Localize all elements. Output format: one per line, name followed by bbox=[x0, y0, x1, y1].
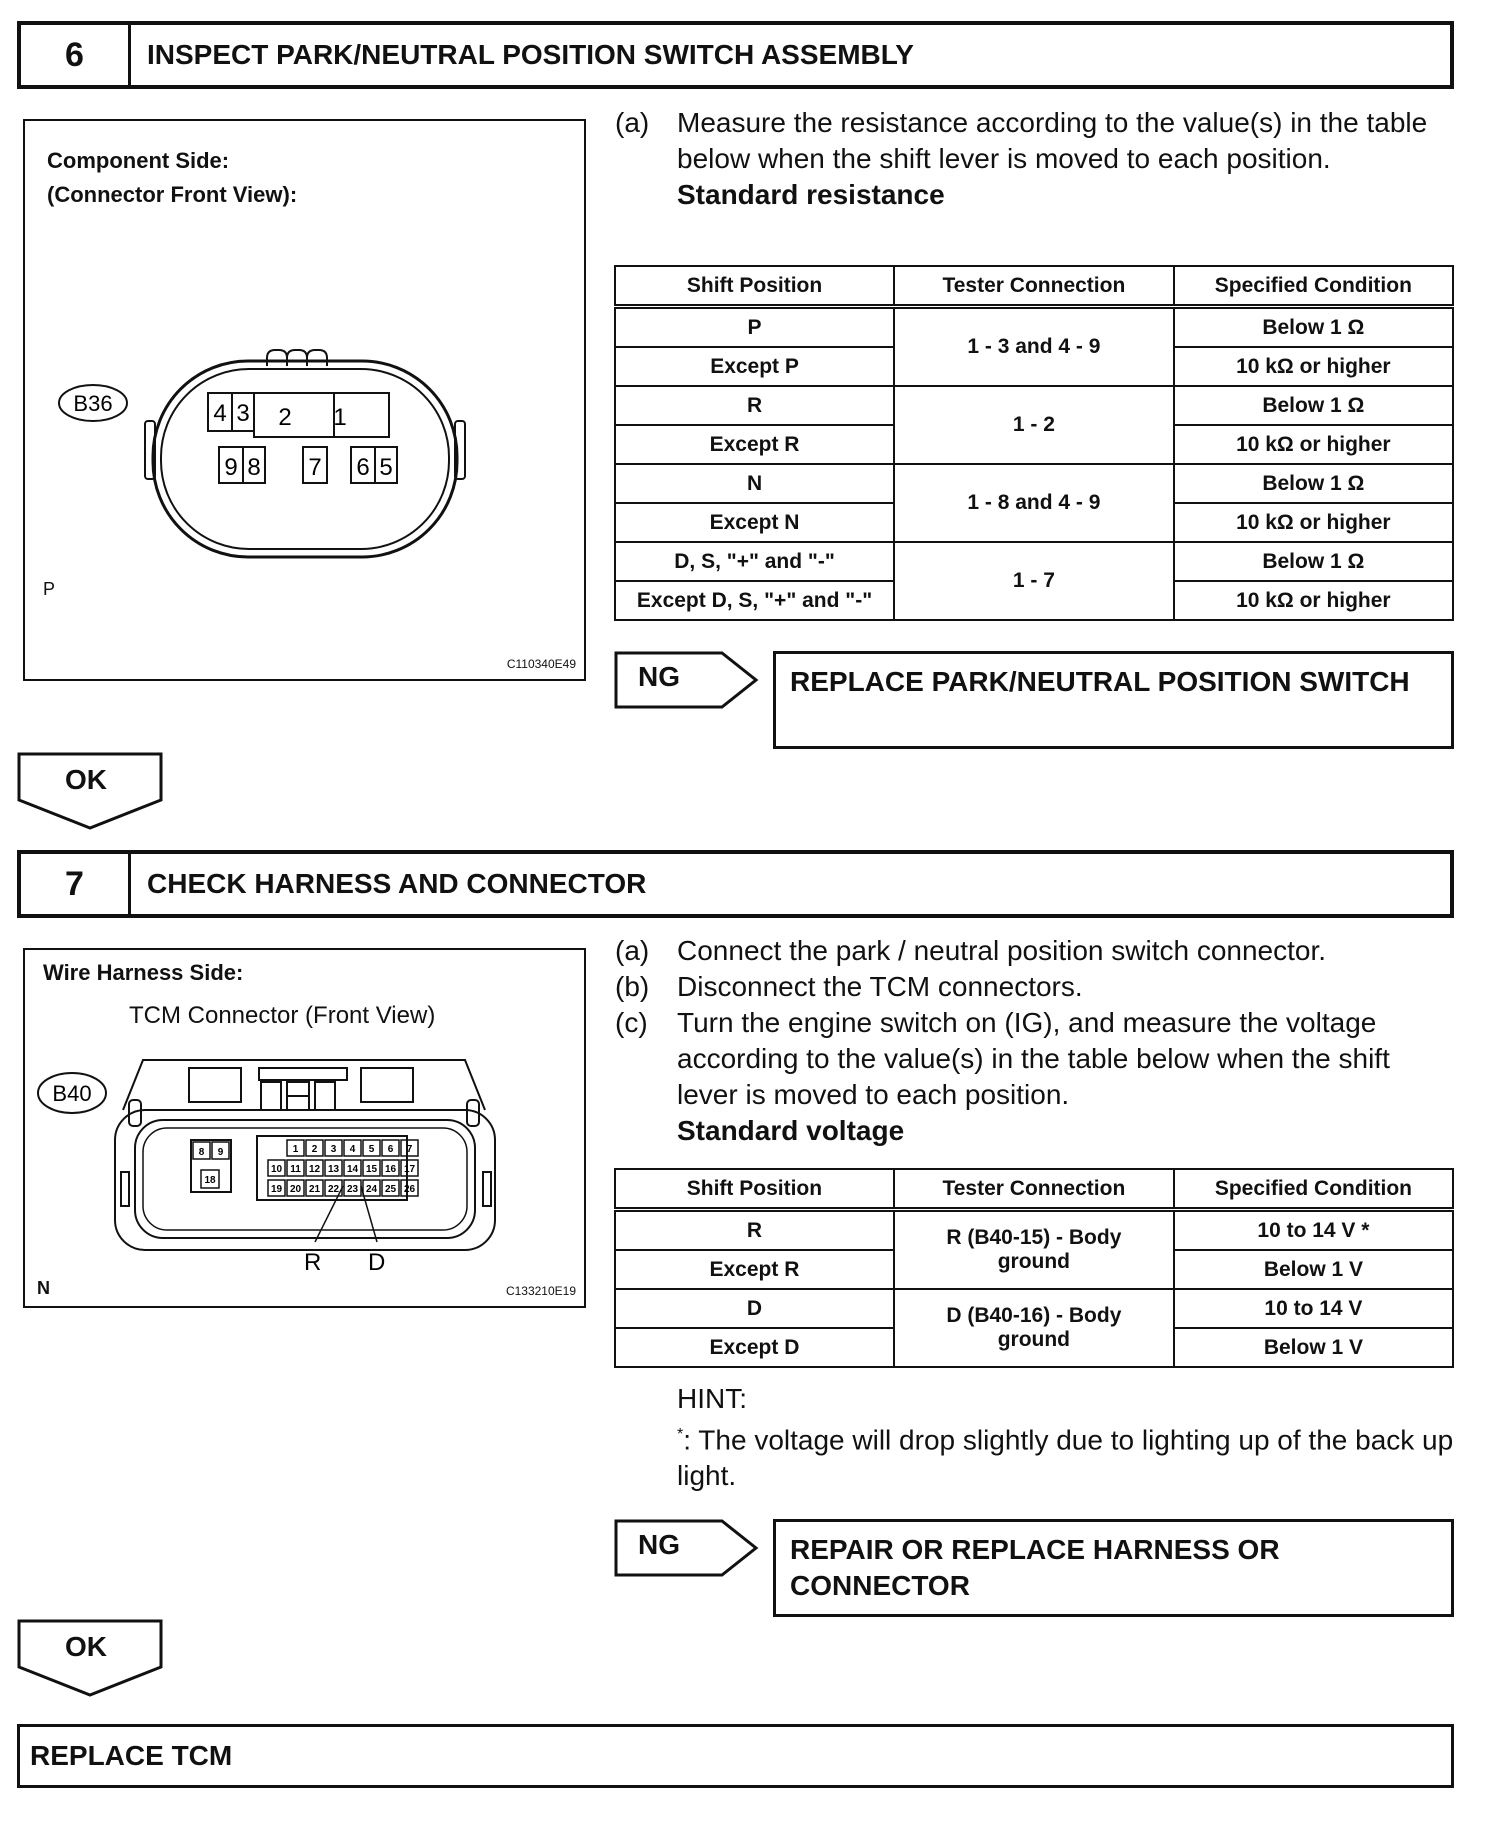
ok-branch-arrow bbox=[17, 752, 165, 832]
voltage-table bbox=[614, 1168, 1454, 1368]
condition-cell: Below 1 Ω bbox=[1174, 542, 1453, 581]
pin-number: 20 bbox=[289, 1184, 302, 1195]
ng-label: NG bbox=[638, 661, 680, 692]
column-header: Specified Condition bbox=[1174, 266, 1453, 307]
pin-number: 5 bbox=[368, 1144, 375, 1155]
pin-number: 10 bbox=[270, 1164, 283, 1175]
condition-cell: 10 to 14 V * bbox=[1174, 1210, 1453, 1251]
figure-sublabel: (Connector Front View): bbox=[47, 182, 298, 207]
pin-number: 13 bbox=[327, 1164, 340, 1175]
shift-position-cell: Except N bbox=[615, 503, 894, 542]
condition-cell: 10 kΩ or higher bbox=[1174, 581, 1453, 620]
shift-position-cell: Except R bbox=[615, 425, 894, 464]
svg-text:3: 3 bbox=[236, 400, 250, 427]
condition-cell: Below 1 Ω bbox=[1174, 386, 1453, 425]
ng-action-box: REPLACE PARK/NEUTRAL POSITION SWITCH bbox=[773, 651, 1454, 749]
column-header: Tester Connection bbox=[894, 266, 1174, 307]
pin-number: 6 bbox=[387, 1144, 394, 1155]
pin-number: 2 bbox=[311, 1144, 318, 1155]
shift-position-cell: D, S, "+" and "-" bbox=[615, 542, 894, 581]
connector-id: B40 bbox=[52, 1081, 92, 1106]
pin-number: 15 bbox=[365, 1164, 378, 1175]
table-row bbox=[615, 464, 1453, 503]
table-header-row bbox=[615, 266, 1453, 307]
svg-text:9: 9 bbox=[224, 454, 238, 481]
ok-label: OK bbox=[65, 764, 107, 795]
pin-number: 22 bbox=[327, 1184, 340, 1195]
figure-sublabel: TCM Connector (Front View) bbox=[129, 1002, 436, 1029]
svg-text:7: 7 bbox=[308, 454, 322, 481]
table-row bbox=[615, 542, 1453, 581]
instruction-label: (b) bbox=[615, 971, 650, 1002]
tester-connection-cell: D (B40-16) - Body ground bbox=[894, 1289, 1174, 1367]
condition-cell: Below 1 Ω bbox=[1174, 307, 1453, 348]
table-header-row bbox=[615, 1169, 1453, 1210]
ok-label: OK bbox=[65, 1631, 107, 1662]
column-header: Shift Position bbox=[615, 1169, 894, 1210]
resistance-table bbox=[614, 265, 1454, 621]
column-header: Shift Position bbox=[615, 266, 894, 307]
instruction-label: (c) bbox=[615, 1007, 648, 1038]
pin-number: 23 bbox=[346, 1184, 359, 1195]
pin-number: 12 bbox=[308, 1164, 321, 1175]
pin-number: 1 bbox=[292, 1144, 299, 1155]
condition-cell: 10 kΩ or higher bbox=[1174, 347, 1453, 386]
instruction-label: (a) bbox=[615, 107, 650, 138]
figure-code: C110340E49 bbox=[506, 657, 576, 671]
column-header: Tester Connection bbox=[894, 1169, 1174, 1210]
step-7-instructions bbox=[615, 933, 1455, 1149]
step-number: 6 bbox=[21, 25, 131, 85]
ng-action-box: REPAIR OR REPLACE HARNESS OR CONNECTOR bbox=[773, 1519, 1454, 1617]
pin-number: 21 bbox=[308, 1184, 321, 1195]
connector-id: B36 bbox=[73, 391, 113, 416]
connector-b36-drawing bbox=[25, 121, 584, 679]
standard-heading: Standard resistance bbox=[677, 179, 945, 210]
instruction-text: Connect the park / neutral position switch connector. bbox=[677, 935, 1327, 966]
tester-connection-cell: 1 - 2 bbox=[894, 386, 1174, 464]
svg-text:9: 9 bbox=[217, 1147, 224, 1158]
svg-text:2: 2 bbox=[278, 404, 292, 431]
step-7-header bbox=[17, 850, 1454, 918]
shift-position-cell: Except D bbox=[615, 1328, 894, 1367]
shift-position-cell: Except R bbox=[615, 1250, 894, 1289]
connector-figure-b40 bbox=[23, 948, 586, 1308]
tester-connection-cell: 1 - 8 and 4 - 9 bbox=[894, 464, 1174, 542]
condition-cell: Below 1 V bbox=[1174, 1250, 1453, 1289]
figure-code: C133210E19 bbox=[505, 1284, 576, 1298]
figure-label: Component Side: bbox=[47, 148, 230, 173]
instruction-text: Disconnect the TCM connectors. bbox=[677, 971, 1083, 1002]
hint-text bbox=[677, 1417, 1467, 1494]
instruction-item bbox=[615, 933, 1455, 969]
figure-corner-letter: P bbox=[43, 579, 56, 599]
svg-text:18: 18 bbox=[204, 1175, 216, 1186]
tester-connection-cell: 1 - 3 and 4 - 9 bbox=[894, 307, 1174, 387]
pin-number: 14 bbox=[346, 1164, 359, 1175]
svg-text:4: 4 bbox=[213, 400, 227, 427]
svg-text:6: 6 bbox=[356, 454, 370, 481]
svg-text:8: 8 bbox=[247, 454, 261, 481]
table-row bbox=[615, 1210, 1453, 1251]
connector-b40-drawing bbox=[25, 950, 584, 1306]
marker-r: R bbox=[304, 1249, 322, 1276]
pin-number: 26 bbox=[403, 1184, 416, 1195]
figure-corner-letter: N bbox=[37, 1278, 50, 1298]
instruction-item bbox=[615, 105, 1455, 177]
table-row bbox=[615, 1289, 1453, 1328]
step-6-instructions bbox=[615, 105, 1455, 213]
step-6-header bbox=[17, 21, 1454, 89]
pin-number: 25 bbox=[384, 1184, 397, 1195]
instruction-text: Turn the engine switch on (IG), and measure the voltage according to the value(s) in the table below when the shift lever is moved to each position. bbox=[677, 1007, 1390, 1110]
condition-cell: Below 1 V bbox=[1174, 1328, 1453, 1367]
table-row bbox=[615, 386, 1453, 425]
pin-number: 17 bbox=[403, 1164, 416, 1175]
ng-branch-arrow bbox=[614, 651, 754, 708]
hint-title: HINT: bbox=[677, 1383, 747, 1414]
step-title: CHECK HARNESS AND CONNECTOR bbox=[147, 868, 647, 899]
shift-position-cell: Except D, S, "+" and "-" bbox=[615, 581, 894, 620]
tester-connection-cell: R (B40-15) - Body ground bbox=[894, 1210, 1174, 1290]
shift-position-cell: P bbox=[615, 307, 894, 348]
pin-number: 4 bbox=[349, 1144, 356, 1155]
shift-position-cell: R bbox=[615, 386, 894, 425]
pin-number: 3 bbox=[330, 1144, 337, 1155]
tester-connection-cell: 1 - 7 bbox=[894, 542, 1174, 620]
svg-text:5: 5 bbox=[379, 454, 393, 481]
instruction-label: (a) bbox=[615, 935, 650, 966]
condition-cell: 10 kΩ or higher bbox=[1174, 503, 1453, 542]
ok-branch-arrow bbox=[17, 1619, 165, 1699]
marker-d: D bbox=[368, 1249, 386, 1276]
pin-number: 19 bbox=[270, 1184, 283, 1195]
column-header: Specified Condition bbox=[1174, 1169, 1453, 1210]
pin-number: 24 bbox=[365, 1184, 378, 1195]
step-number: 7 bbox=[21, 854, 131, 914]
svg-text:1: 1 bbox=[333, 404, 347, 431]
condition-cell: 10 kΩ or higher bbox=[1174, 425, 1453, 464]
pin-number: 11 bbox=[290, 1164, 301, 1175]
ng-label: NG bbox=[638, 1529, 680, 1560]
final-step-title: REPLACE TCM bbox=[30, 1740, 233, 1771]
ng-branch-arrow bbox=[614, 1519, 754, 1576]
svg-text:8: 8 bbox=[198, 1147, 205, 1158]
condition-cell: Below 1 Ω bbox=[1174, 464, 1453, 503]
hint-block bbox=[677, 1381, 1467, 1494]
table-row bbox=[615, 307, 1453, 348]
shift-position-cell: N bbox=[615, 464, 894, 503]
condition-cell: 10 to 14 V bbox=[1174, 1289, 1453, 1328]
pin-number: 7 bbox=[406, 1144, 413, 1155]
shift-position-cell: D bbox=[615, 1289, 894, 1328]
shift-position-cell: R bbox=[615, 1210, 894, 1251]
hint-body: : The voltage will drop slightly due to lighting up of the back up light. bbox=[677, 1424, 1454, 1492]
shift-position-cell: Except P bbox=[615, 347, 894, 386]
figure-label: Wire Harness Side: bbox=[43, 960, 244, 985]
step-title: INSPECT PARK/NEUTRAL POSITION SWITCH ASSEMBLY bbox=[147, 39, 914, 70]
standard-heading: Standard voltage bbox=[677, 1115, 905, 1146]
instruction-item bbox=[615, 969, 1455, 1005]
instruction-item bbox=[615, 1005, 1455, 1113]
hint-star: * bbox=[677, 1426, 684, 1443]
connector-figure-b36 bbox=[23, 119, 586, 681]
final-step-box bbox=[17, 1724, 1454, 1788]
pin-number: 16 bbox=[384, 1164, 397, 1175]
instruction-text: Measure the resistance according to the value(s) in the table below when the shift lever is moved to each position. bbox=[677, 107, 1428, 174]
